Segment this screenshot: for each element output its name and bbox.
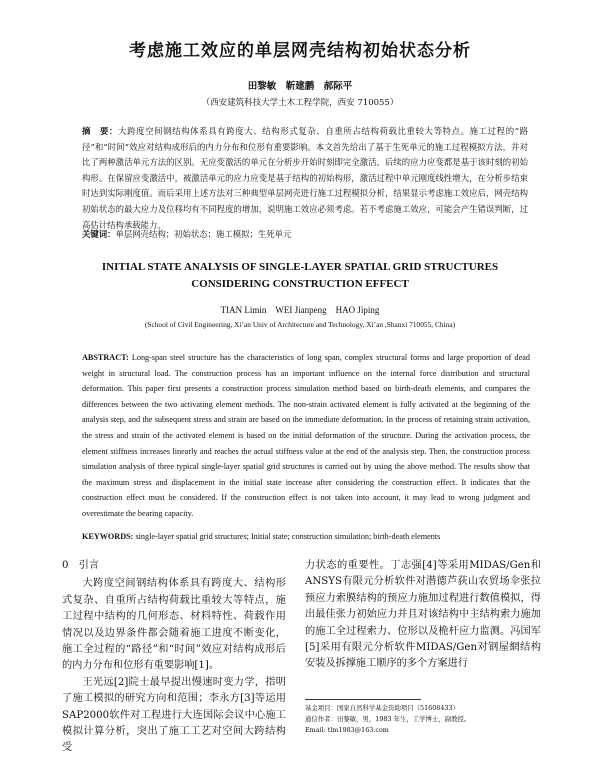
chinese-keywords [82, 228, 528, 240]
english-title-line2: CONSIDERING CONSTRUCTION EFFECT [191, 278, 409, 290]
footnote-author: 通信作者：田黎敏，男，1983 年生，工学博士，副教授。 [305, 715, 471, 723]
english-abstract-label: ABSTRACT: [82, 353, 129, 362]
chinese-keywords-text: 单层网壳结构；初始状态；施工模拟；生死单元 [115, 229, 292, 239]
english-abstract [82, 350, 530, 522]
chinese-title: 考虑施工效应的单层网壳结构初始状态分析 [129, 41, 471, 61]
english-keywords-text: single-layer spatial grid structures; Initial state; construction simulation; birth-death elements [135, 532, 441, 541]
english-abstract-text: Long-span steel structure has the characteristics of long span, complex structural forms and large proportion of dead weight in structural load. The construction process has an important influence on the internal force distribution and structural deformation. This paper first presents a construction process simulation method based on birth-death elements, and compares the differences between the two activating element methods. The non-strain activated element is fully activated at the beginning of the analysis step, and the subsequent stress and strain are based on the immediate deformation. In the process of retaining strain activation, the stress and strain of the activated element is based on the initial deformation of the structure. During the activation process, the element stiffness increases linearly and reaches the actual stiffness value at the end of the analysis step. Then, the construction process simulation analysis of three typical single-layer spatial grid structures is carried out by using the above method. The results show that the maximum stress and displacement in the initial state increase after considering the construction effect. It indicates that the construction effect must be considered. If the construction effect is not taken into account, it may lead to wrong judgment and overestimate the bearing capacity. [82, 353, 530, 518]
body-left-column [62, 558, 286, 757]
body-paragraph-1: 大跨度空间钢结构体系具有跨度大、结构形式复杂、自重所占结构荷载比重较大等特点，施工过程中结构的几何形态、材料特性、荷载作用情况以及边界条件都会随着施工进度不断变化，施工全过程的“路径”和“时间”效应对结构成形后的内力分布和位形有重要影响[1]。 [62, 578, 286, 672]
english-affiliation: (School of Civil Engineering, Xi’an Univ of Architecture and Technology, Xi’an ,Shanxi 710055, China) [144, 320, 456, 329]
english-keywords [82, 532, 530, 541]
body-paragraph-continued: 力状态的重要性。丁志强[4]等采用MIDAS/Gen和ANSYS有限元分析软件对潜德芦荻山农贸场伞张拉预应力索膜结构的预应力施加过程进行数值模拟，得出最佳张力初始应力并且对该结构中主结构索力施加的施工全过程索力、位形以及桅杆应力监测。冯国军[5]采用有限元分析软件MIDAS/Gen对钢屋網结构安装及拆撑施工顺序的多个方案进行 [305, 560, 541, 670]
chinese-abstract-label: 摘 要： [82, 126, 119, 136]
footnote-email: Email: tlm1983@163.com [305, 726, 389, 734]
footnote-fund: 基金项目：国家自然科学基金资助项目（51608433） [305, 704, 459, 712]
body-right-column [305, 558, 541, 673]
chinese-authors: 田黎敏 靳建鹏 郝际平 [247, 81, 353, 92]
english-title-line1: INITIAL STATE ANALYSIS OF SINGLE-LAYER SPATIAL GRID STRUCTURES [101, 261, 499, 273]
chinese-keywords-label: 关键词： [82, 229, 116, 239]
footnotes [305, 703, 545, 736]
english-title [0, 259, 600, 293]
chinese-abstract [82, 124, 528, 233]
body-paragraph-2: 王光远[2]院士最早提出慢速时变力学，指明了施工模拟的研究方向和范围；李永方[3]等运用SAP2000软件对工程进行大连国际会议中心施工模拟计算分析，突出了施工工艺对空间大跨结构受 [62, 676, 286, 754]
section-heading-introduction: 0 引言 [62, 560, 100, 571]
chinese-abstract-text: 大跨度空间钢结构体系具有跨度大、结构形式复杂、自重所占结构荷载比重较大等特点。施工过程的“路径”和“时间”效应对结构成形后的内力分布和位形有重要影响。本文首先给出了基于生死单元的施工过程模拟方法，并对比了两种激活单元方法的区别。无应变激活的单元在分析步开始时刻即完全激活，后续的应力应变都是基于该时刻的初始构形。在保留应变激活中，被激活单元的应力应变是基于结构的初始构形，激活过程中单元刚度线性增大，在分析步结束时达到实际刚度值。而后采用上述方法对三种典型单层网壳进行施工过程模拟分析，结果显示考虑施工效应后，网壳结构初始状态的最大应力及位移均有不同程度的增加，说明施工效应必须考虑。若不考虑施工效应，可能会产生错误判断，过高估计结构承载能力。 [82, 126, 529, 230]
english-authors: TIAN Limin WEI Jianpeng HAO Jiping [220, 305, 380, 315]
chinese-affiliation: （西安建筑科技大学土木工程学院，西安 710055） [201, 98, 399, 108]
footnote-divider [305, 699, 421, 700]
english-keywords-label: KEYWORDS: [82, 532, 134, 541]
